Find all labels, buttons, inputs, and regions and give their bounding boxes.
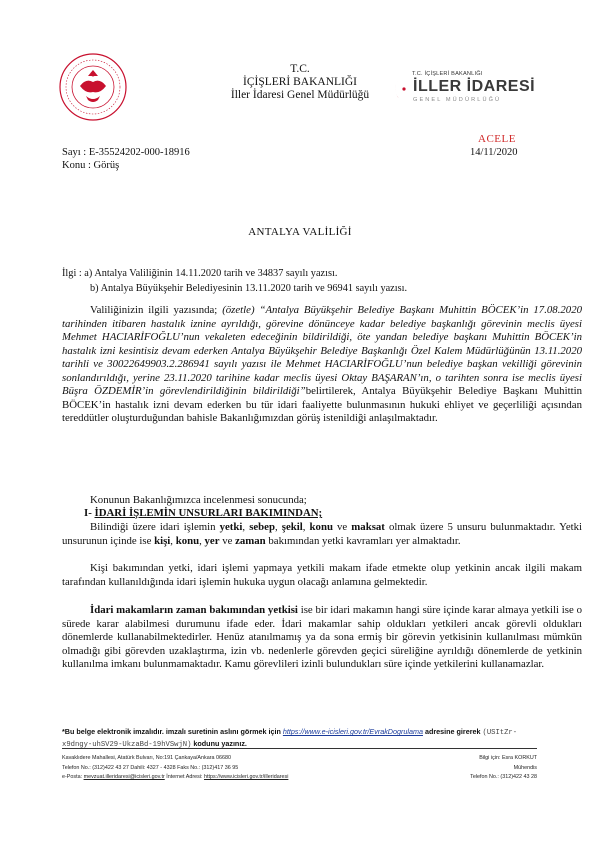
p3-c: bakımından yetki kavramları yer almaktadır. xyxy=(265,534,461,547)
word-konu: konu xyxy=(309,521,333,533)
p3-ve-2: ve xyxy=(219,534,236,547)
p3-b: olmak üzere 5 unsuru bulunmaktadır. Yetki unsurunun içinde ise xyxy=(62,521,583,547)
reference-b: b) Antalya Büyükşehir Belediyesinin 13.11.2020 tarih ve 96941 sayılı yazısı. xyxy=(90,283,408,294)
document-date: 14/11/2020 xyxy=(470,147,518,158)
p1-ozetle: (özetle) xyxy=(222,304,260,316)
paragraph-4: Kişi bakımından yetki, idari işlemi yapmaya yetkili makam ifade etmekte olup yetkinin ancak ilgili makam tarafından kullanıldığında idari işlemin hukuka uygun olacağı anlamına gelmektedir. xyxy=(62,562,582,588)
paragraph-3: Bilindiği üzere idari işlemin yetki, sebep, şekil, konu ve maksat olmak üzere 5 unsuru bulunmaktadır. Yetki unsurunun içinde ise kişi, konu, yer ve zaman bakımından yetki kavramları yer almaktadır. xyxy=(62,521,583,547)
word-konu-2: konu xyxy=(175,534,200,547)
document-subject: Konu : Görüş xyxy=(62,160,120,171)
word-kisi: kişi xyxy=(154,534,171,547)
heading-text: İDARİ İŞLEMİN UNSURLARI BAKIMINDAN; xyxy=(94,507,323,519)
reference-a: İlgi : a) Antalya Valiliğinin 14.11.2020 tarih ve 34837 sayılı yazısı. xyxy=(62,268,338,279)
p1-intro: Valiliğinizin ilgili yazısında; xyxy=(90,304,223,316)
footer-web-link[interactable]: https://www.icisleri.gov.tr/illeridaresi xyxy=(204,774,289,780)
footer-divider xyxy=(62,748,537,749)
recipient: ANTALYA VALİLİĞİ xyxy=(248,226,352,238)
header-title-block xyxy=(180,63,420,102)
footnote-prefix: *Bu belge elektronik imzalıdır. imzalı suretinin aslını görmek için xyxy=(62,727,283,736)
verification-code: (USItZr-x9dngy-uhSV29-UkzaBd-19hVSwjN) xyxy=(62,729,518,749)
heading-prefix: I- xyxy=(84,507,95,519)
p5-rest: ise bir idari makamın hangi süre içinde karar almaya yetkili ise o sürede karar alabilmesi durumunu ifade eder. İdari makamlar sahip oldukları yetkileri ancak görevli oldukları dönemlerde kullanabilmektedirler. Henüz atanılmamış ya da sona ermiş bir görevin yetkisinin kullanılması mümkün olmadığı gibi görevden uzaklaştırma, izin vb. nedenlerle görevden geçici süreliğine ayrıldığı dönemlerde de yetkinin kullanılma imkanı bulunmamaktadır. Kamu görevlileri izinli bulundukları süre içinde yetkilerini kullanamazlar. xyxy=(62,604,582,670)
p1-quote: “Antalya Büyükşehir Belediye Başkanı Muhittin BÖCEK’in 17.08.2020 tarihinden itibaren hastalık iznine ayrıldığı, görevine dönünceye kadar belediye başkanlığı görevinin meclis üyesi Mehmet HACIARİFOĞLU’nun vekaleten edeceğinin bildirildiği, öte yandan belediye başkanı Muhittin BÖCEK’in hastalık izni kesintisiz devam ederken Antalya Büyükşehir Belediye Başkanlığı Özel Kalem Müdürlüğünün 13.11.2020 tarihli ve 30022649903.2.286941 sayılı yazısı ile Mehmet HACIARİFOĞLU’nun belediye başkan vekilliği görevinin sonlandırıldığı, yerine 23.11.2020 tarihine kadar meclis üyesi Oktay BAŞARAN’ın, o tarihten sonra ise meclis üyesi Büşra ÖZDEMİR’in görevlendirildiğinin bildirildiği” xyxy=(62,304,582,397)
word-yer: yer xyxy=(204,534,220,547)
header-line-tc: T.C. xyxy=(290,63,310,75)
section-heading xyxy=(84,507,564,521)
logo-main-text: İLLER İDARESİ xyxy=(413,78,536,95)
word-maksat: maksat xyxy=(351,521,385,533)
p3-ve: ve xyxy=(332,521,352,533)
word-zaman: zaman xyxy=(235,534,266,547)
footer-address: Kavaklıdere Mahallesi, Atatürk Bulvarı, No:191 Çankaya/Ankara 06680 xyxy=(62,755,232,761)
document-number: Sayı : E-35524202-000-18916 xyxy=(62,147,190,158)
footer-contact-title: Mühendis xyxy=(513,764,537,771)
footer-contact-phone: Telefon No.: (312)422 43 28 xyxy=(470,774,537,780)
p5-bold: İdari makamların zaman bakımından yetkisi xyxy=(90,604,298,616)
paragraph-2: Konunun Bakanlığımızca incelenmesi sonucunda; xyxy=(90,494,307,506)
paragraph-1 xyxy=(62,304,582,426)
footer-contact-line xyxy=(62,773,392,783)
footer-address-block xyxy=(62,754,392,783)
footer-contact-block xyxy=(400,754,537,783)
p3-a: Bilindiği üzere idari işlemin xyxy=(90,521,220,533)
word-sebep: sebep xyxy=(249,521,275,533)
iller-idaresi-logo-icon xyxy=(392,74,412,104)
verification-link[interactable]: https://www.e-icisleri.gov.tr/EvrakDogrulama xyxy=(282,727,423,736)
header-line-directorate: İller İdaresi Genel Müdürlüğü xyxy=(230,89,370,101)
footer-web-label: İnternet Adresi: xyxy=(164,774,205,780)
footer-eposta-label: e-Posta: xyxy=(62,774,84,780)
footer-phone: Telefon No.: (312)422 43 27 Dahili: 4327 - 4328 Faks No.: (312)417 36 95 xyxy=(62,764,239,771)
e-signature-note xyxy=(62,727,542,750)
ministry-seal-icon xyxy=(58,52,128,122)
word-sekil: şekil xyxy=(281,521,303,533)
logo-small-text: T.C. İÇİŞLERİ BAKANLIĞI xyxy=(412,71,483,77)
header-line-ministry: İÇİŞLERİ BAKANLIĞI xyxy=(242,76,358,88)
logo-sub-text: GENEL MÜDÜRLÜĞÜ xyxy=(413,97,502,103)
paragraph-5 xyxy=(62,604,582,672)
footer-contact-name: Bilgi için: Esra KORKUT xyxy=(479,755,537,761)
footnote-suffix: kodunu yazınız. xyxy=(191,738,247,748)
word-yetki: yetki xyxy=(219,521,243,533)
p1-rest: belirtilerek, Antalya Büyükşehir Belediye Başkanı Muhittin BÖCEK’in hastalık izni devam ederken bu tür idari faaliyette bulunmasının hukuki ehliyet ve geçerliliği açısından tereddütler oluşturduğundan bahisle Bakanlığımızdan görüş istenildiği anlaşılmaktadır. xyxy=(62,385,582,424)
priority-label: ACELE xyxy=(478,133,516,145)
footnote-middle: adresine girerek xyxy=(422,727,483,736)
footer-email-link[interactable]: mevzuat.illeridaresi@icisleri.gov.tr xyxy=(83,774,165,780)
